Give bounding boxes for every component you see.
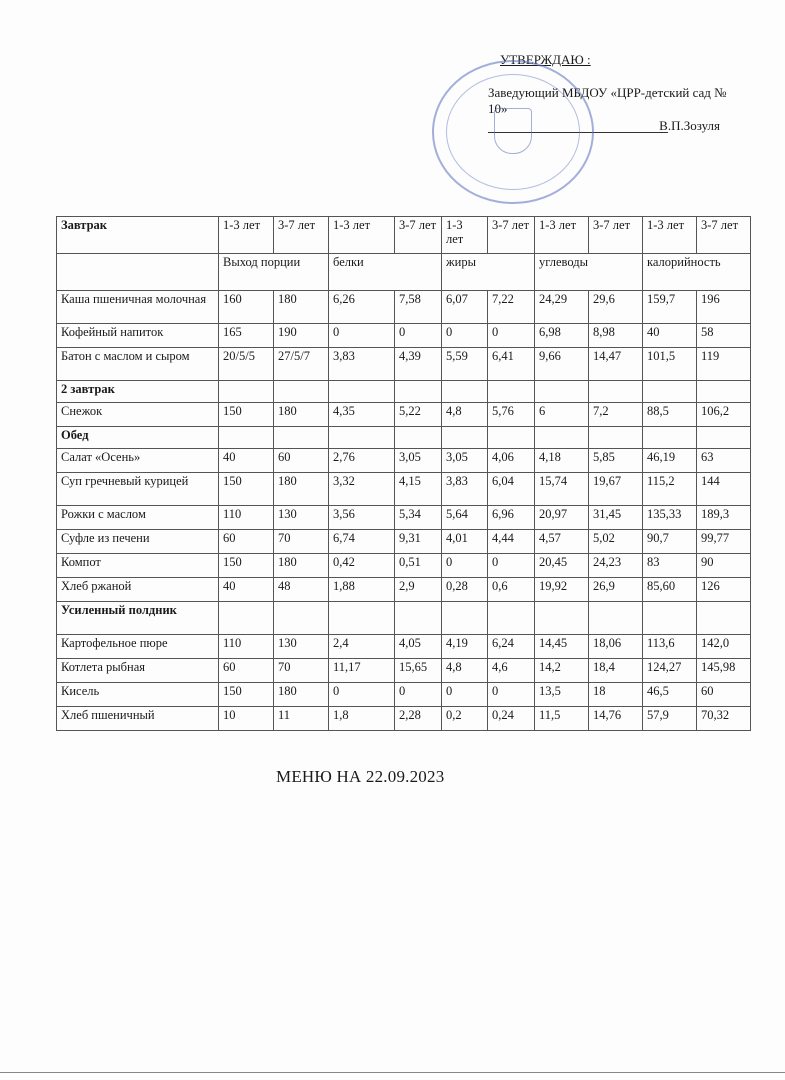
value-cell: 99,77: [697, 530, 751, 554]
dish-row: [57, 635, 751, 659]
value-cell: [697, 381, 751, 403]
value-cell: [589, 427, 643, 449]
value-cell: [442, 381, 488, 403]
value-cell: 4,39: [395, 348, 442, 381]
value-cell: 4,6: [488, 659, 535, 683]
value-cell: 11,5: [535, 707, 589, 731]
section-row: [57, 427, 751, 449]
value-cell: 4,44: [488, 530, 535, 554]
value-cell: 0,6: [488, 578, 535, 602]
dish-row: [57, 403, 751, 427]
empty-cell: [57, 254, 219, 291]
value-cell: 2,4: [329, 635, 395, 659]
section-name: Усиленный полдник: [57, 602, 219, 635]
value-cell: 6,04: [488, 473, 535, 506]
value-cell: 3,05: [395, 449, 442, 473]
value-cell: 126: [697, 578, 751, 602]
value-cell: 119: [697, 348, 751, 381]
dish-row: [57, 506, 751, 530]
value-cell: 60: [274, 449, 329, 473]
value-cell: 1,8: [329, 707, 395, 731]
value-cell: 4,35: [329, 403, 395, 427]
value-cell: 5,59: [442, 348, 488, 381]
value-cell: 4,01: [442, 530, 488, 554]
dish-name: Картофельное пюре: [57, 635, 219, 659]
age-header-cell: 1-3 лет: [535, 217, 589, 254]
value-cell: 4,19: [442, 635, 488, 659]
value-cell: 115,2: [643, 473, 697, 506]
value-cell: 29,6: [589, 291, 643, 324]
age-header-cell: 3-7 лет: [488, 217, 535, 254]
value-cell: 150: [219, 403, 274, 427]
value-cell: 3,05: [442, 449, 488, 473]
value-cell: 15,65: [395, 659, 442, 683]
dish-name: Суфле из печени: [57, 530, 219, 554]
value-cell: 7,22: [488, 291, 535, 324]
value-cell: 1,88: [329, 578, 395, 602]
value-cell: 180: [274, 683, 329, 707]
value-cell: 0,2: [442, 707, 488, 731]
value-cell: 20/5/5: [219, 348, 274, 381]
official-seal-icon: [432, 60, 594, 204]
age-header-cell: 3-7 лет: [589, 217, 643, 254]
value-cell: 2,76: [329, 449, 395, 473]
value-cell: 2,9: [395, 578, 442, 602]
dish-row: [57, 659, 751, 683]
value-cell: 7,2: [589, 403, 643, 427]
value-cell: 85,60: [643, 578, 697, 602]
section-name: 2 завтрак: [57, 381, 219, 403]
value-cell: 10: [219, 707, 274, 731]
section-row: [57, 602, 751, 635]
value-cell: 135,33: [643, 506, 697, 530]
value-cell: 130: [274, 635, 329, 659]
value-cell: 14,47: [589, 348, 643, 381]
value-cell: 5,64: [442, 506, 488, 530]
value-cell: 83: [643, 554, 697, 578]
group-header-carbs: углеводы: [535, 254, 643, 291]
value-cell: [219, 602, 274, 635]
value-cell: 13,5: [535, 683, 589, 707]
value-cell: 58: [697, 324, 751, 348]
approval-position: Заведующий МБДОУ «ЦРР-детский сад № 10»: [488, 85, 727, 116]
value-cell: 60: [697, 683, 751, 707]
value-cell: 4,18: [535, 449, 589, 473]
value-cell: 0: [329, 683, 395, 707]
value-cell: [329, 602, 395, 635]
document-title: МЕНЮ НА 22.09.2023: [276, 767, 445, 786]
value-cell: 18: [589, 683, 643, 707]
value-cell: 20,97: [535, 506, 589, 530]
approval-signer: В.П.Зозуля: [659, 118, 720, 133]
value-cell: 3,32: [329, 473, 395, 506]
value-cell: 4,8: [442, 659, 488, 683]
age-header-cell: 3-7 лет: [395, 217, 442, 254]
value-cell: 189,3: [697, 506, 751, 530]
dish-row: [57, 291, 751, 324]
value-cell: 2,28: [395, 707, 442, 731]
value-cell: 60: [219, 530, 274, 554]
dish-row: [57, 348, 751, 381]
value-cell: 24,23: [589, 554, 643, 578]
value-cell: [697, 427, 751, 449]
value-cell: 6,07: [442, 291, 488, 324]
value-cell: 150: [219, 554, 274, 578]
dish-name: Рожки с маслом: [57, 506, 219, 530]
value-cell: 160: [219, 291, 274, 324]
value-cell: 60: [219, 659, 274, 683]
value-cell: 6,96: [488, 506, 535, 530]
dish-name: Батон с маслом и сыром: [57, 348, 219, 381]
dish-row: [57, 578, 751, 602]
age-header-cell: 1-3 лет: [329, 217, 395, 254]
value-cell: 24,29: [535, 291, 589, 324]
value-cell: 14,76: [589, 707, 643, 731]
value-cell: 180: [274, 291, 329, 324]
dish-name: Кофейный напиток: [57, 324, 219, 348]
value-cell: 101,5: [643, 348, 697, 381]
value-cell: 6,41: [488, 348, 535, 381]
value-cell: 8,98: [589, 324, 643, 348]
value-cell: 63: [697, 449, 751, 473]
value-cell: 6,74: [329, 530, 395, 554]
value-cell: 19,92: [535, 578, 589, 602]
dish-row: [57, 554, 751, 578]
group-header-calories: калорийность: [643, 254, 751, 291]
value-cell: 57,9: [643, 707, 697, 731]
dish-row: [57, 473, 751, 506]
value-cell: [219, 427, 274, 449]
age-header-cell: 3-7 лет: [274, 217, 329, 254]
age-header-cell: 1-3 лет: [219, 217, 274, 254]
value-cell: 0: [329, 324, 395, 348]
value-cell: 18,4: [589, 659, 643, 683]
group-header-fats: жиры: [442, 254, 535, 291]
dish-name: Хлеб пшеничный: [57, 707, 219, 731]
value-cell: 48: [274, 578, 329, 602]
value-cell: [395, 381, 442, 403]
coat-of-arms-icon: [494, 108, 532, 154]
value-cell: 3,83: [442, 473, 488, 506]
value-cell: 106,2: [697, 403, 751, 427]
value-cell: 150: [219, 683, 274, 707]
value-cell: 88,5: [643, 403, 697, 427]
value-cell: 0: [395, 324, 442, 348]
value-cell: [274, 381, 329, 403]
value-cell: 70: [274, 530, 329, 554]
value-cell: 113,6: [643, 635, 697, 659]
value-cell: 46,19: [643, 449, 697, 473]
value-cell: 9,31: [395, 530, 442, 554]
value-cell: 6: [535, 403, 589, 427]
value-cell: [535, 381, 589, 403]
value-cell: 90: [697, 554, 751, 578]
value-cell: 0,28: [442, 578, 488, 602]
value-cell: 9,66: [535, 348, 589, 381]
value-cell: [643, 381, 697, 403]
value-cell: [395, 602, 442, 635]
dish-name: Снежок: [57, 403, 219, 427]
value-cell: 3,56: [329, 506, 395, 530]
value-cell: 4,06: [488, 449, 535, 473]
value-cell: 190: [274, 324, 329, 348]
dish-row: [57, 530, 751, 554]
value-cell: [488, 381, 535, 403]
value-cell: [697, 602, 751, 635]
value-cell: 180: [274, 403, 329, 427]
dish-name: Кисель: [57, 683, 219, 707]
value-cell: 11,17: [329, 659, 395, 683]
value-cell: [535, 602, 589, 635]
value-cell: 165: [219, 324, 274, 348]
value-cell: 18,06: [589, 635, 643, 659]
value-cell: 4,05: [395, 635, 442, 659]
group-header-row: [57, 254, 751, 291]
value-cell: 6,98: [535, 324, 589, 348]
meal-header: Завтрак: [57, 217, 219, 254]
value-cell: 20,45: [535, 554, 589, 578]
value-cell: 196: [697, 291, 751, 324]
value-cell: 130: [274, 506, 329, 530]
dish-name: Каша пшеничная молочная: [57, 291, 219, 324]
value-cell: 31,45: [589, 506, 643, 530]
page-edge-line: [0, 1072, 785, 1073]
value-cell: [395, 427, 442, 449]
value-cell: 7,58: [395, 291, 442, 324]
value-cell: 142,0: [697, 635, 751, 659]
value-cell: 40: [219, 449, 274, 473]
value-cell: 0: [442, 554, 488, 578]
approval-title: УТВЕРЖДАЮ :: [500, 52, 591, 67]
value-cell: [329, 427, 395, 449]
dish-row: [57, 683, 751, 707]
value-cell: 6,26: [329, 291, 395, 324]
section-row: [57, 381, 751, 403]
value-cell: [442, 602, 488, 635]
dish-name: Салат «Осень»: [57, 449, 219, 473]
value-cell: 19,67: [589, 473, 643, 506]
value-cell: 90,7: [643, 530, 697, 554]
value-cell: 5,22: [395, 403, 442, 427]
age-header-cell: 3-7 лет: [697, 217, 751, 254]
dish-name: Котлета рыбная: [57, 659, 219, 683]
dish-row: [57, 324, 751, 348]
value-cell: 3,83: [329, 348, 395, 381]
value-cell: 180: [274, 554, 329, 578]
menu-table: [56, 216, 751, 731]
value-cell: 14,2: [535, 659, 589, 683]
value-cell: 70: [274, 659, 329, 683]
value-cell: 4,8: [442, 403, 488, 427]
dish-name: Компот: [57, 554, 219, 578]
value-cell: [535, 427, 589, 449]
value-cell: 180: [274, 473, 329, 506]
value-cell: 4,15: [395, 473, 442, 506]
dish-row: [57, 707, 751, 731]
group-header-portion: Выход порции: [219, 254, 329, 291]
value-cell: [589, 602, 643, 635]
value-cell: 0,42: [329, 554, 395, 578]
value-cell: 0: [488, 324, 535, 348]
value-cell: 145,98: [697, 659, 751, 683]
dish-name: Хлеб ржаной: [57, 578, 219, 602]
value-cell: 0: [395, 683, 442, 707]
value-cell: [442, 427, 488, 449]
value-cell: [274, 602, 329, 635]
value-cell: 159,7: [643, 291, 697, 324]
value-cell: 27/5/7: [274, 348, 329, 381]
value-cell: [589, 381, 643, 403]
value-cell: 0: [488, 683, 535, 707]
value-cell: 0,51: [395, 554, 442, 578]
value-cell: [643, 427, 697, 449]
value-cell: 6,24: [488, 635, 535, 659]
value-cell: [488, 427, 535, 449]
value-cell: [488, 602, 535, 635]
value-cell: [274, 427, 329, 449]
dish-name: Суп гречневый курицей: [57, 473, 219, 506]
value-cell: 150: [219, 473, 274, 506]
value-cell: 15,74: [535, 473, 589, 506]
value-cell: 5,02: [589, 530, 643, 554]
age-header-cell: 1-3 лет: [643, 217, 697, 254]
dish-row: [57, 449, 751, 473]
value-cell: 0: [488, 554, 535, 578]
value-cell: 110: [219, 506, 274, 530]
group-header-proteins: белки: [329, 254, 442, 291]
value-cell: 144: [697, 473, 751, 506]
value-cell: 5,76: [488, 403, 535, 427]
value-cell: [219, 381, 274, 403]
value-cell: 4,57: [535, 530, 589, 554]
value-cell: 5,34: [395, 506, 442, 530]
value-cell: 110: [219, 635, 274, 659]
value-cell: 5,85: [589, 449, 643, 473]
value-cell: 11: [274, 707, 329, 731]
value-cell: 0: [442, 324, 488, 348]
value-cell: 26,9: [589, 578, 643, 602]
value-cell: [643, 602, 697, 635]
age-header-cell: 1-3 лет: [442, 217, 488, 254]
value-cell: 0,24: [488, 707, 535, 731]
value-cell: [329, 381, 395, 403]
value-cell: 14,45: [535, 635, 589, 659]
value-cell: 70,32: [697, 707, 751, 731]
value-cell: 0: [442, 683, 488, 707]
value-cell: 40: [643, 324, 697, 348]
value-cell: 124,27: [643, 659, 697, 683]
value-cell: 46,5: [643, 683, 697, 707]
value-cell: 40: [219, 578, 274, 602]
section-name: Обед: [57, 427, 219, 449]
age-header-row: [57, 217, 751, 254]
